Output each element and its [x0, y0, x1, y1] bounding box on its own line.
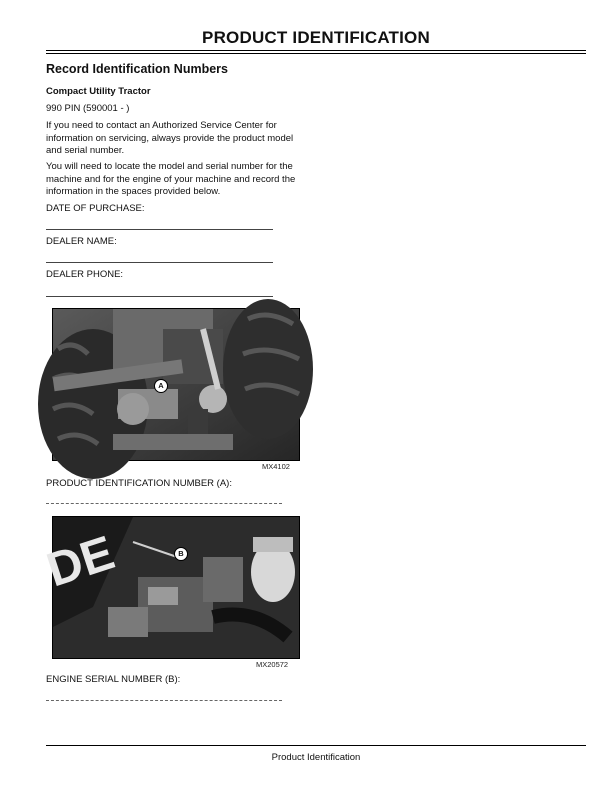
- pin-entry-line: [46, 503, 282, 504]
- pin-label: PRODUCT IDENTIFICATION NUMBER (A):: [46, 478, 232, 489]
- tractor-pin-photo: [52, 308, 300, 461]
- footer-text: Product Identification: [271, 752, 361, 763]
- callout-a: A: [154, 379, 168, 393]
- engine-serial-entry-line: [46, 700, 282, 701]
- engine-serial-photo: [40, 516, 300, 659]
- dealer-name-line: [46, 262, 273, 263]
- date-of-purchase-line: [46, 229, 273, 230]
- callout-b: B: [174, 547, 188, 561]
- section-heading: Record Identification Numbers: [46, 62, 228, 76]
- header-rule: [46, 50, 586, 54]
- sub-heading: Compact Utility Tractor: [46, 86, 151, 97]
- date-of-purchase-label: DATE OF PURCHASE:: [46, 203, 145, 214]
- pin-range-text: 990 PIN (590001 - ): [46, 103, 130, 114]
- paragraph-locate: You will need to locate the model and serial number for the machine and for the engine of your machine and record the information in the spaces provided below.: [46, 161, 296, 197]
- dealer-phone-line: [46, 296, 273, 297]
- svg-text:DE: DE: [40, 526, 121, 598]
- page-title: PRODUCT IDENTIFICATION: [202, 28, 430, 47]
- dealer-name-label: DEALER NAME:: [46, 236, 117, 247]
- dealer-phone-label: DEALER PHONE:: [46, 269, 124, 280]
- footer-rule: [46, 745, 586, 746]
- figure-code-1: MX4102: [262, 462, 290, 471]
- figure-code-2: MX20572: [256, 660, 289, 669]
- paragraph-contact: If you need to contact an Authorized Service Center for information on servicing, always provide the product model and serial number.: [46, 120, 294, 156]
- engine-serial-label: ENGINE SERIAL NUMBER (B):: [46, 674, 181, 685]
